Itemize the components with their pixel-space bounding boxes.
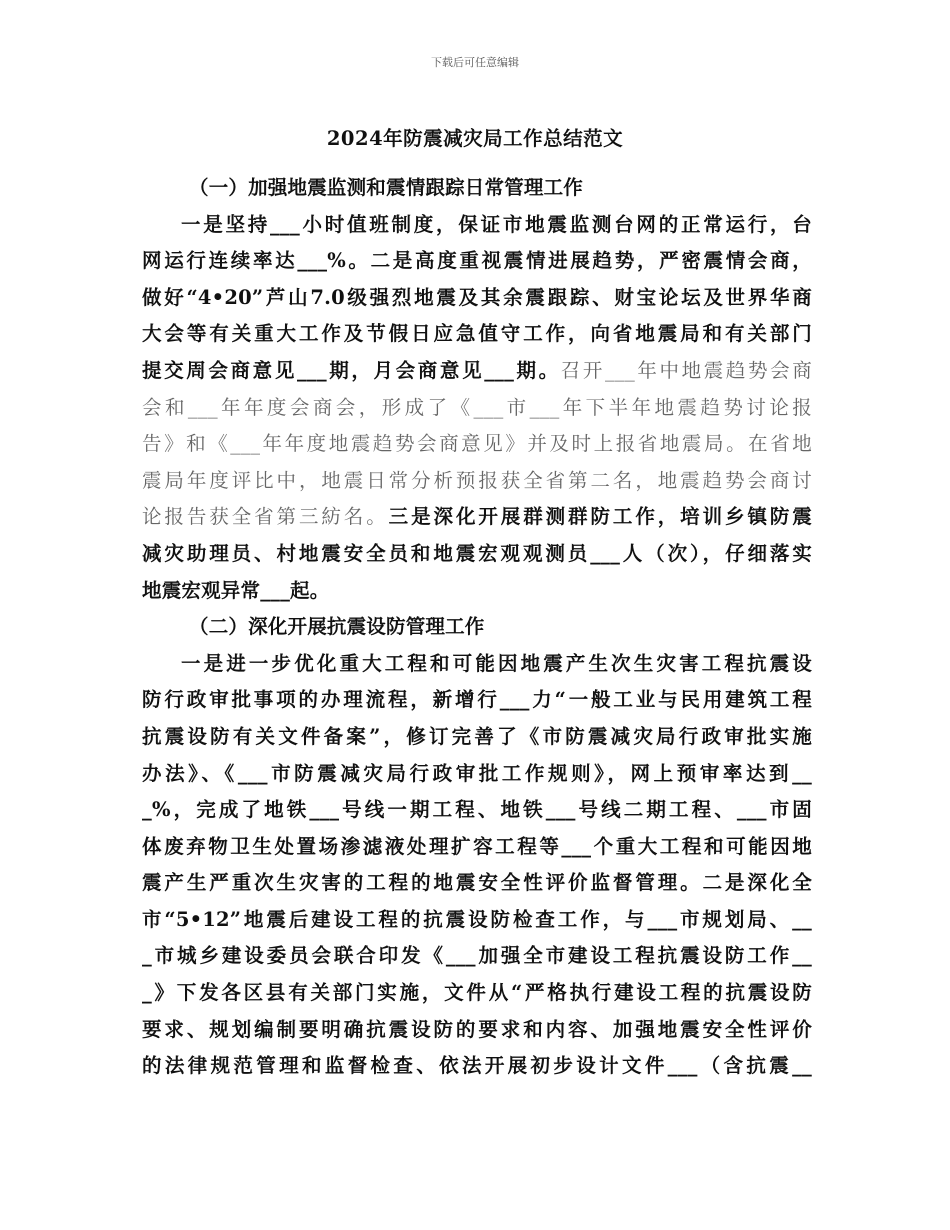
paragraph-line: 地震宏观异常___起。 xyxy=(142,578,330,602)
section-heading-2: （二）深化开展抗震设防管理工作 xyxy=(189,615,485,639)
paragraph-line: 震产生严重次生灾害的工程的地震安全性评价监督管理。二是深化全 xyxy=(142,871,812,895)
paragraph-line: 网运行连续率达___%。二是高度重视震情进展趋势，严密震情会商， xyxy=(142,249,812,273)
paragraph-line: 论报告获全省第三紡名。三是深化开展群测群防工作，培训乡镇防震 xyxy=(142,505,812,529)
paragraph-line: 大会等有关重大工作及节假日应急值守工作，向省地震局和有关部门 xyxy=(142,322,812,346)
paragraph-line: _》下发各区县有关部门实施，文件从“严格执行建设工程的抗震设防 xyxy=(142,981,812,1005)
section-heading-1: （一）加强地震监测和震情跟踪日常管理工作 xyxy=(189,176,584,199)
document-body xyxy=(142,170,812,1085)
paragraph-line: 减灾助理员、村地震安全员和地震宏观观测员___人（次），仔细落实 xyxy=(142,541,812,565)
paragraph-line: 一是坚持___小时值班制度，保证市地震监测台网的正常运行，台 xyxy=(181,212,812,236)
paragraph-line: 的法律规范管理和监督检查、依法开展初步设计文件___（含抗震__ xyxy=(142,1054,812,1078)
paragraph-line: 提交周会商意见___期，月会商意见___期。召开___年中地震趋势会商 xyxy=(142,358,812,382)
paragraph-line: 办法》、《___市防震减灾局行政审批工作规则》，网上预审率达到__ xyxy=(142,761,812,785)
document-title: 2024年防震减灾局工作总结范文 xyxy=(326,127,624,150)
paragraph-line: 市“5•12”地震后建设工程的抗震设防检查工作，与___市规划局、__ xyxy=(142,907,812,931)
paragraph-line: 告》和《___年年度地震趋势会商意见》并及时上报省地震局。在省地 xyxy=(142,432,812,456)
paragraph-line: 防行政审批事项的办理流程，新增行___力“一般工业与民用建筑工程 xyxy=(142,688,812,712)
paragraph-line: 抗震设防有关文件备案”，修订完善了《市防震减灾局行政审批实施 xyxy=(142,724,812,748)
paragraph-line: 一是进一步优化重大工程和可能因地震产生次生灾害工程抗震设 xyxy=(181,651,812,675)
paragraph-line: 体废弃物卫生处置场渗滤液处理扩容工程等___个重大工程和可能因地 xyxy=(142,834,812,858)
paragraph-line: 做好“4•20”芦山7.0级强烈地震及其余震跟踪、财宝论坛及世界华商 xyxy=(142,285,812,309)
paragraph-line: _市城乡建设委员会联合印发《___加强全市建设工程抗震设防工作__ xyxy=(142,944,812,968)
paragraph-line: 震局年度评比中，地震日常分析预报获全省第二名，地震趋势会商讨 xyxy=(142,468,812,492)
paragraph-line: 会和___年年度会商会，形成了《___市___年下半年地震趋势讨论报 xyxy=(142,395,812,419)
page-header: 下载后可任意编辑 xyxy=(431,56,519,69)
paragraph-line: _%，完成了地铁___号线一期工程、地铁___号线二期工程、___市固 xyxy=(142,798,812,822)
paragraph-line: 要求、规划编制要明确抗震设防的要求和内容、加强地震安全性评价 xyxy=(142,1017,812,1041)
